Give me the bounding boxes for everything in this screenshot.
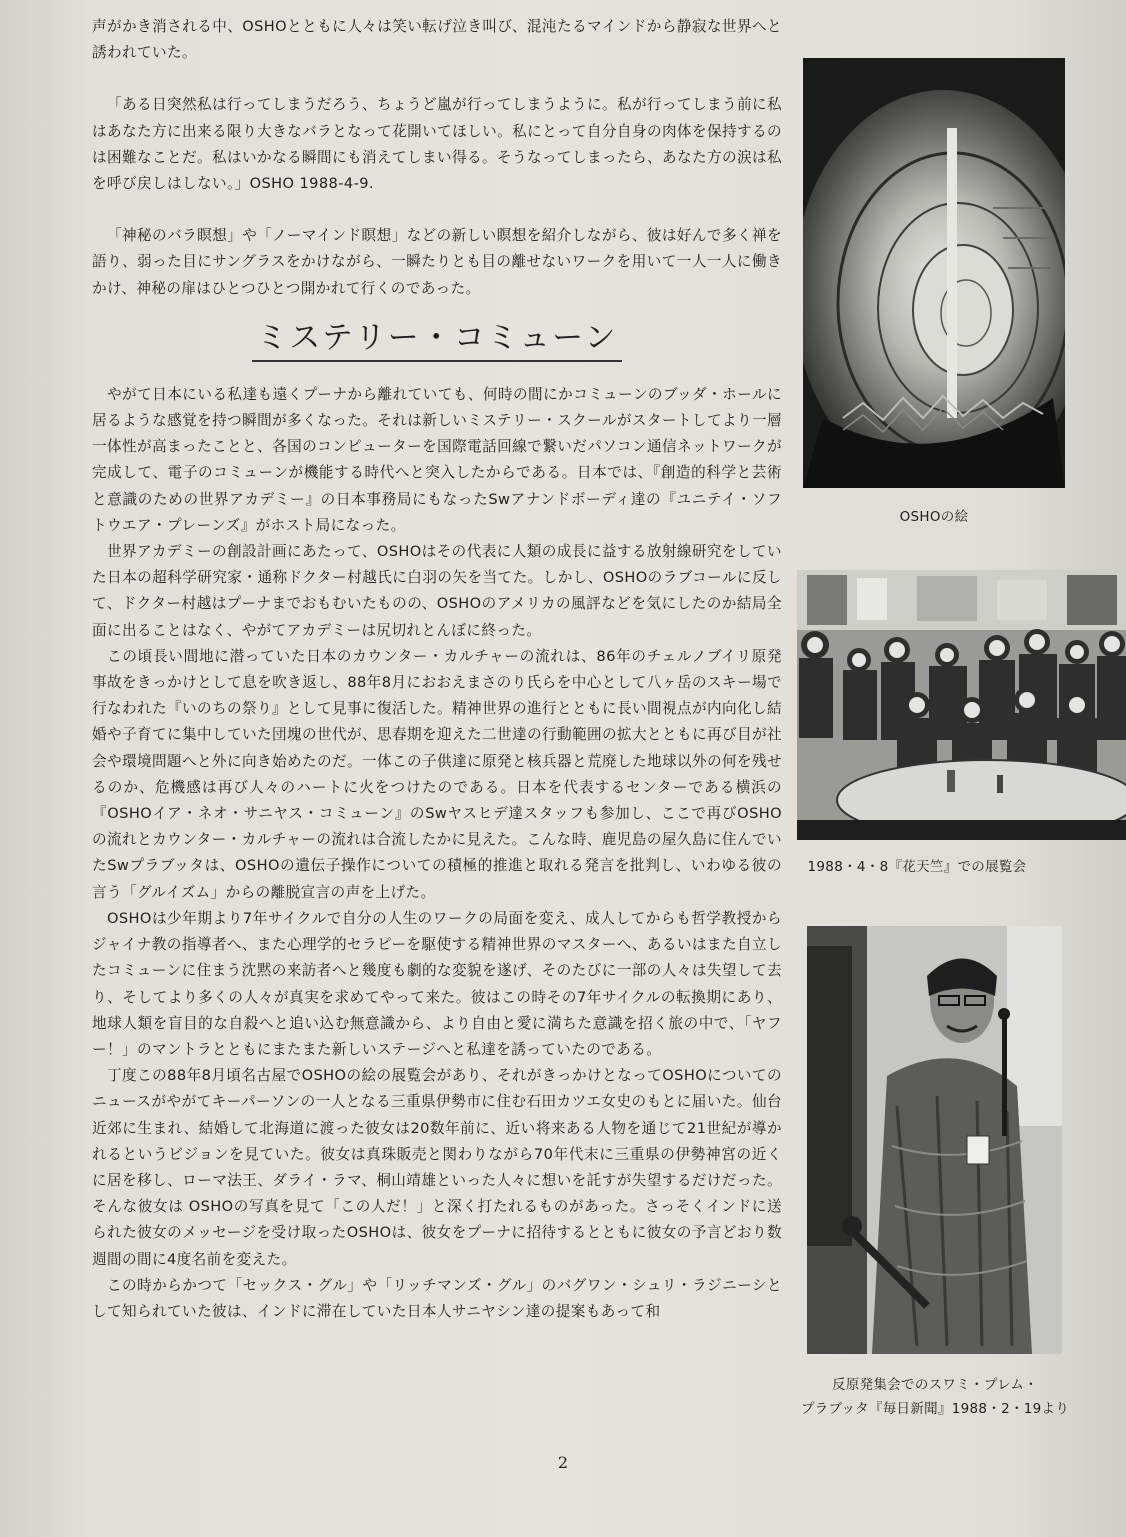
paragraph: やがて日本にいる私達も遠くプーナから離れていても、何時の間にかコミューンのブッダ・ホールに居るような感覚を持つ瞬間が多くなった。それは新しいミステリー・スクールがスタートしてより一層一体性が高まったことと、各国のコンピューターを国際電話回線で繋いだパソコン通信ネットワークが完成して、電子のコミューンが機能する時代へと突入したからである。日本では、『創造的科学と芸術と意識のための世界アカデミー』の日本事務局にもなったSwアナンドボーディ達の『ユニテイ・ソフトウエア・プレーンズ』がホスト局になった。 bbox=[92, 385, 782, 534]
paragraph: 世界アカデミーの創設計画にあたって、OSHOはその代表に人類の成長に益する放射線研究をしていた日本の超科学研究家・通称ドクター村越氏に白羽の矢を当てた。しかし、OSHOのラブコールに反して、ドクター村越はプーナまでおもむいたものの、OSHOのアメリカの風評などを気にしたのか結局全面に出ることはなく、やがてアカデミーは尻切れとんぼに終った。 bbox=[92, 543, 782, 639]
section-heading: ミステリー・コミューン bbox=[252, 318, 621, 362]
page-number: 2 bbox=[557, 1453, 569, 1472]
rally-caption-line1: 反原発集会でのスワミ・プレム・ bbox=[832, 1377, 1038, 1393]
rally-caption-line2: プラブッタ『毎日新聞』1988・2・19より bbox=[800, 1401, 1070, 1417]
rally-newspaper-photo bbox=[807, 926, 1062, 1354]
paragraph: この時からかつて「セックス・グル」や「リッチマンズ・グル」のバグワン・シュリ・ラジニーシとして知られていた彼は、インドに滞在していた日本人サニヤシン達の提案もあって和 bbox=[92, 1276, 782, 1320]
paragraph: 丁度この88年8月頃名古屋でOSHOの絵の展覧会があり、それがきっかけとなってOSHOについてのニュースがやがてキーパーソンの一人となる三重県伊勢市に住む石田カツエ女史のもとに届いた。仙台近郊に生まれ、結婚して北海道に渡った彼女は20数年前に、近い将来ある人物を通じて21世紀が導かれるというビジョンを見ていた。彼女は真珠販売と関わりながら70年代末に三重県の伊勢神宮の近くに居を移し、ローマ法王、ダライ・ラマ、桐山靖雄といった人々に想いを託すが失望するだけだった。そんな彼女は OSHOの写真を見て「この人だ！」と深く打たれるものがあった。さっそくインドに送られた彼女のメッセージを受け取ったOSHOは、彼女をプーナに招待するとともに彼女の予言どおり数週間の間に4度名前を変えた。 bbox=[92, 1067, 782, 1268]
paragraph: 「神秘のバラ瞑想」や「ノーマインド瞑想」などの新しい瞑想を紹介しながら、彼は好んで多く禅を語り、弱った目にサングラスをかけながら、一瞬たりとも目の離せないワークを用いて一人一人に働きかけ、神秘の扉はひとつひとつ開かれて行くのであった。 bbox=[92, 227, 782, 297]
paragraph: OSHOは少年期より7年サイクルで自分の人生のワークの局面を変え、成人してからも哲学教授からジャイナ教の指導者へ、また心理学的セラピーを駆使する精神世界のマスターへ、あるいはまた自立したコミューンに住まう沈黙の来訪者へと幾度も劇的な変貌を遂げ、そのたびに一部の人々は失望して去り、そしてより多くの人々が真実を求めてやって来た。彼はこの時その7年サイクルの転換期にあり、地球人類を盲目的な自殺へと追い込む無意識から、より自由と愛に満ちた意識を招く旅の中で、「ヤフー！」のマントラとともにまたまた新しいステージへと私達を誘っていたのである。 bbox=[92, 909, 782, 1058]
osho-painting-photo bbox=[803, 58, 1065, 488]
main-text-column bbox=[92, 14, 782, 1325]
exhibition-group-photo bbox=[797, 570, 1126, 840]
painting-caption: OSHOの絵 bbox=[899, 509, 969, 525]
quote-paragraph: 「ある日突然私は行ってしまうだろう、ちょうど嵐が行ってしまうように。私が行ってしまう前に私はあなた方に出来る限り大きなバラとなって花開いてほしい。私にとって自分自身の肉体を保持するのは困難なことだ。私はいかなる瞬間にも消えてしまい得る。そうなってしまったら、あなた方の涙は私を呼び戻しはしない。」OSHO 1988-4-9. bbox=[92, 96, 782, 193]
exhibition-caption: 1988・4・8『花天竺』での展覧会 bbox=[807, 859, 1027, 875]
paragraph: この頃長い間地に潜っていた日本のカウンター・カルチャーの流れは、86年のチェルノブイリ原発事故をきっかけとして息を吹き返し、88年8月におおえまさのり氏らを中心として八ヶ岳のスキー場で行なわれた『いのちの祭り』として見事に復活した。精神世界の進行とともに長い間視点が内向化し結婚や子育てに集中していた団塊の世代が、思春期を迎えた二世達の行動範囲の拡大とともに再び目が社会や環境問題へと外に向き始めたのだ。一体この子供達に原発と核兵器と荒廃した地球以外の何を残せるのか、危機感は再び人々のハートに火をつけたのである。日本を代表するセンターである横浜の『OSHOイア・ネオ・サニヤス・コミューン』のSwヤスヒデ達スタッフも参加し、ここで再びOSHOの流れとカウンター・カルチャーの流れは合流したかに見えた。こんな時、鹿児島の屋久島に住んでいたSwプラブッタは、OSHOの遺伝子操作についての積極的推進と取れる発言を批判し、いわゆる彼の言う「グルイズム」からの離脱宣言の声を上げた。 bbox=[92, 647, 782, 901]
paragraph: 声がかき消される中、OSHOとともに人々は笑い転げ泣き叫び、混沌たるマインドから静寂な世界へと誘われていた。 bbox=[92, 18, 782, 62]
